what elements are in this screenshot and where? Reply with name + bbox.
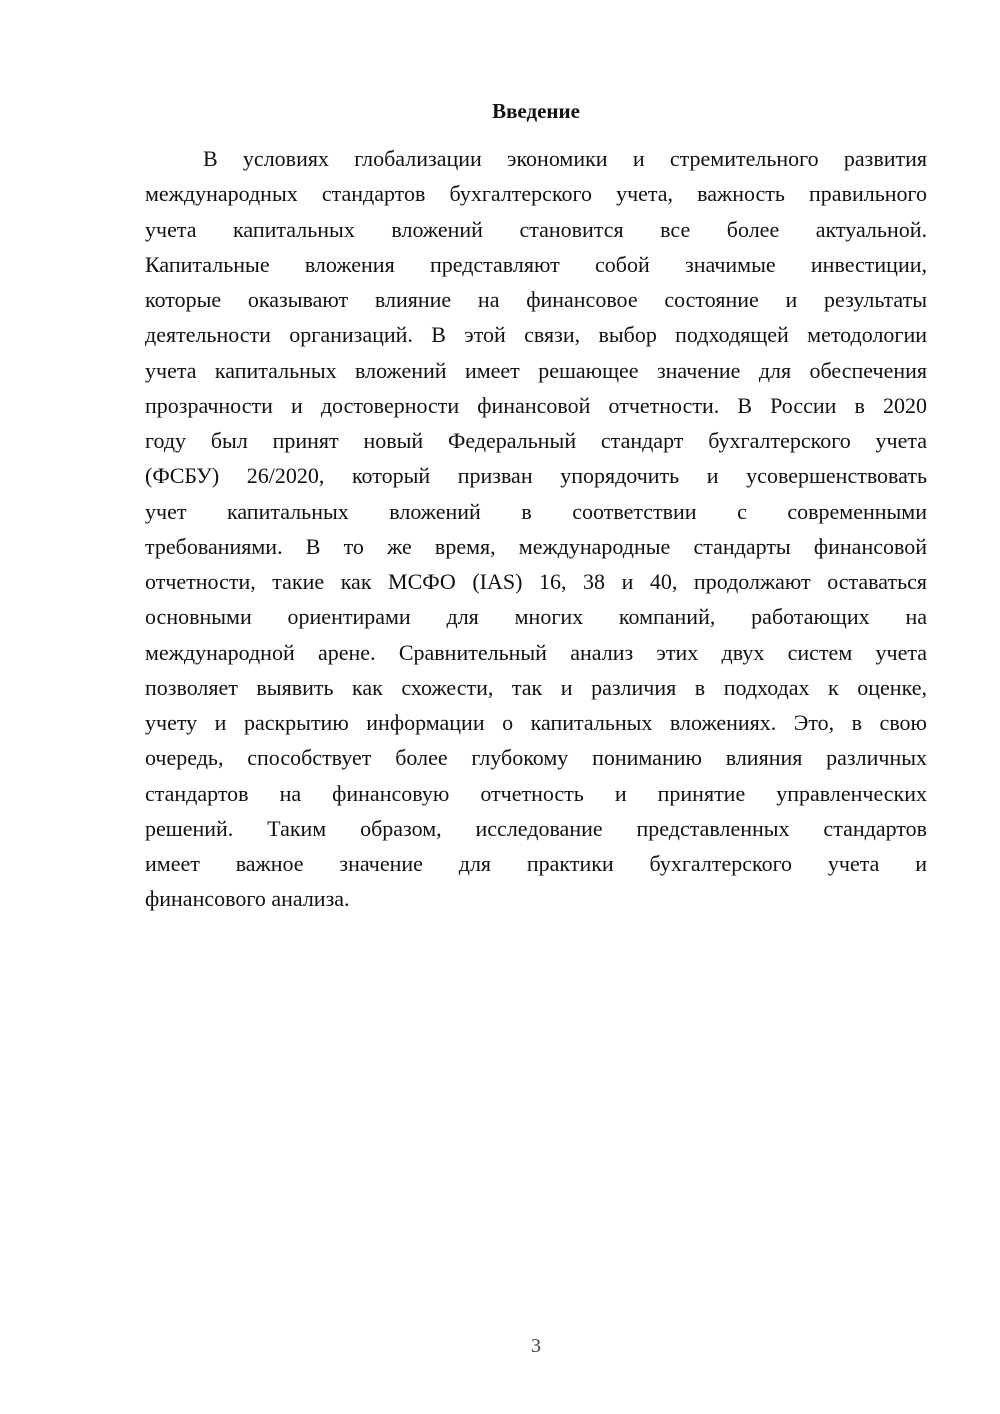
page-number: 3 (531, 1335, 541, 1357)
paragraph-line: которые оказывают влияние на финансовое состояние и результаты (145, 287, 927, 312)
paragraph-line: финансового анализа. (145, 886, 350, 912)
paragraph-line: прозрачности и достоверности финансовой отчетности. В России в 2020 (145, 392, 927, 418)
paragraph-line: деятельности организаций. В этой связи, выбор подходящей методологии (145, 322, 927, 348)
intro-paragraph (145, 141, 927, 917)
section-heading: Введение (492, 99, 580, 123)
paragraph-line: решений. Таким образом, исследование представленных стандартов (145, 815, 927, 841)
paragraph-line: В условиях глобализации экономики и стремительного развития (203, 146, 927, 171)
paragraph-line: учета капитальных вложений становится все более актуальной. (145, 216, 927, 242)
paragraph-line: отчетности, такие как МСФО (IAS) 16, 38 и 40, продолжают оставаться (145, 569, 927, 594)
paragraph-line: очередь, способствует более глубокому пониманию влияния различных (145, 745, 927, 771)
paragraph-line: Капитальные вложения представляют собой значимые инвестиции, (145, 251, 927, 277)
paragraph-line: (ФСБУ) 26/2020, который призван упорядочить и усовершенствовать (145, 463, 927, 489)
paragraph-line: стандартов на финансовую отчетность и принятие управленческих (145, 780, 927, 806)
paragraph-line: учета капитальных вложений имеет решающее значение для обеспечения (145, 357, 927, 383)
paragraph-line: основными ориентирами для многих компаний, работающих на (145, 604, 927, 630)
paragraph-line: учету и раскрытию информации о капитальных вложениях. Это, в свою (145, 710, 927, 735)
paragraph-line: требованиями. В то же время, международные стандарты финансовой (145, 533, 927, 559)
paragraph-line: международной арене. Сравнительный анализ этих двух систем учета (145, 639, 927, 665)
paragraph-line: международных стандартов бухгалтерского учета, важность правильного (145, 181, 927, 207)
paragraph-line: позволяет выявить как схожести, так и различия в подходах к оценке, (145, 674, 927, 700)
paragraph-line: году был принят новый Федеральный стандарт бухгалтерского учета (145, 428, 927, 453)
paragraph-line: учет капитальных вложений в соответствии с современными (145, 498, 927, 524)
paragraph-line: имеет важное значение для практики бухгалтерского учета и (145, 851, 927, 876)
